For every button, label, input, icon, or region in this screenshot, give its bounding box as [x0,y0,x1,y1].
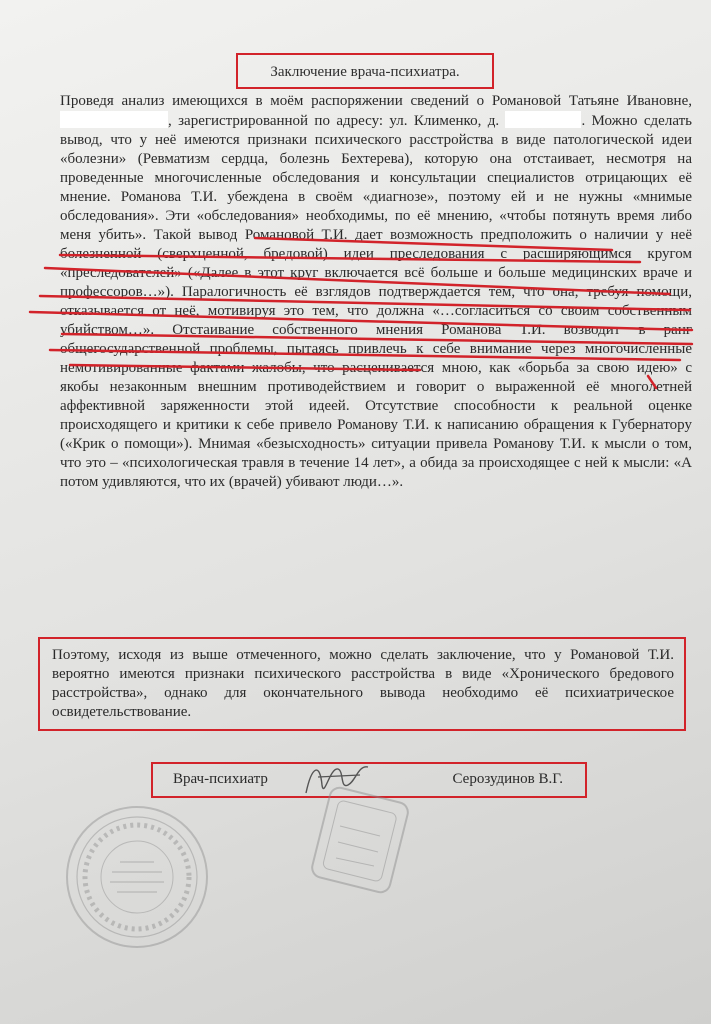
address-text: , зарегистрированной по адресу: ул. Клименко, д. [168,113,500,129]
findings-text: . Можно сделать вывод, что у неё имеются признаки психического расстройства в виде патологической идеи «болезни» (Ревматизм сердца, болезнь Бехтерева), которую она отстаивает, несмотря на проведенные многочисленные обследования и консультации специалистов отрицающих её мнение. [60,113,692,205]
signature-name: Серозудинов В.Г. [452,771,563,787]
title-annotation-box [236,53,494,89]
paragraph-body [60,92,692,492]
signature-position: Врач-психиатр [173,771,268,787]
round-seal-stamp [62,802,212,952]
main-paragraph [60,92,692,492]
conclusion-annotation-box [38,637,686,731]
redaction-block [60,111,168,128]
paragraph-start: Проведя анализ имеющихся в моём распоряжении сведений о Романовой Татьяне Ивановне, [60,93,692,109]
underlined-passage: Романова Т.И. убеждена в своём «диагнозе», поэтому ей и не нужны «мнимые обследования». Эти «обследования» необходимы, по её мнению, «чтобы потянуть время либо меня убить». Такой вывод Романовой Т.И. дает возможность предположить о наличии у неё болезненной (сверхценной, бредовой) идеи преследования с расширяющимся кругом «преследователей» («Далее в этот круг включается всё больше и больше медицинских враче и профессоров…»). [60,189,692,300]
conclusion-text: Поэтому, исходя из выше отмеченного, можно сделать заключение, что у Романовой Т.И. вероятно имеются признаки психического расстройства в виде «Хронического бредового расстройства», однако для окончательного вывода необходимо её психиатрическое освидетельствование. [52,647,674,720]
document-title: Заключение врача-психиатра. [270,64,460,80]
paragraph-rest: Паралогичность её взглядов подтверждается тем, что она, требуя помощи, отказывается от неё, мотивируя это тем, что должна «…согласиться со своим собственным убийством…». Отстаивание собственного мнения Романова Т.И. возводит в ранг общегосударственной проблемы, пытаясь привлечь к себе внимание через многочисленные немотивированные фактами жалобы, что расценивается мною, как «борьба за свою идею» с якобы незаконным внешним противодействием и говорит о выраженной её многолетней аффективной заряженности этой идеей. Отсутствие способности к реальной оценке происходящего и критики к себе привело Романову Т.И. к написанию обращения к Губернатору («Крик о помощи»). Мнимая «безысходность» ситуации привела Романову Т.И. к мысли о том, что это – «психологическая травля в течение 14 лет», а обида за происходящее с ней к мысли: «А потом удивляются, что их (врачей) убивают люди…». [60,284,692,490]
rectangular-stamp [300,776,410,896]
redaction-block [505,111,581,128]
